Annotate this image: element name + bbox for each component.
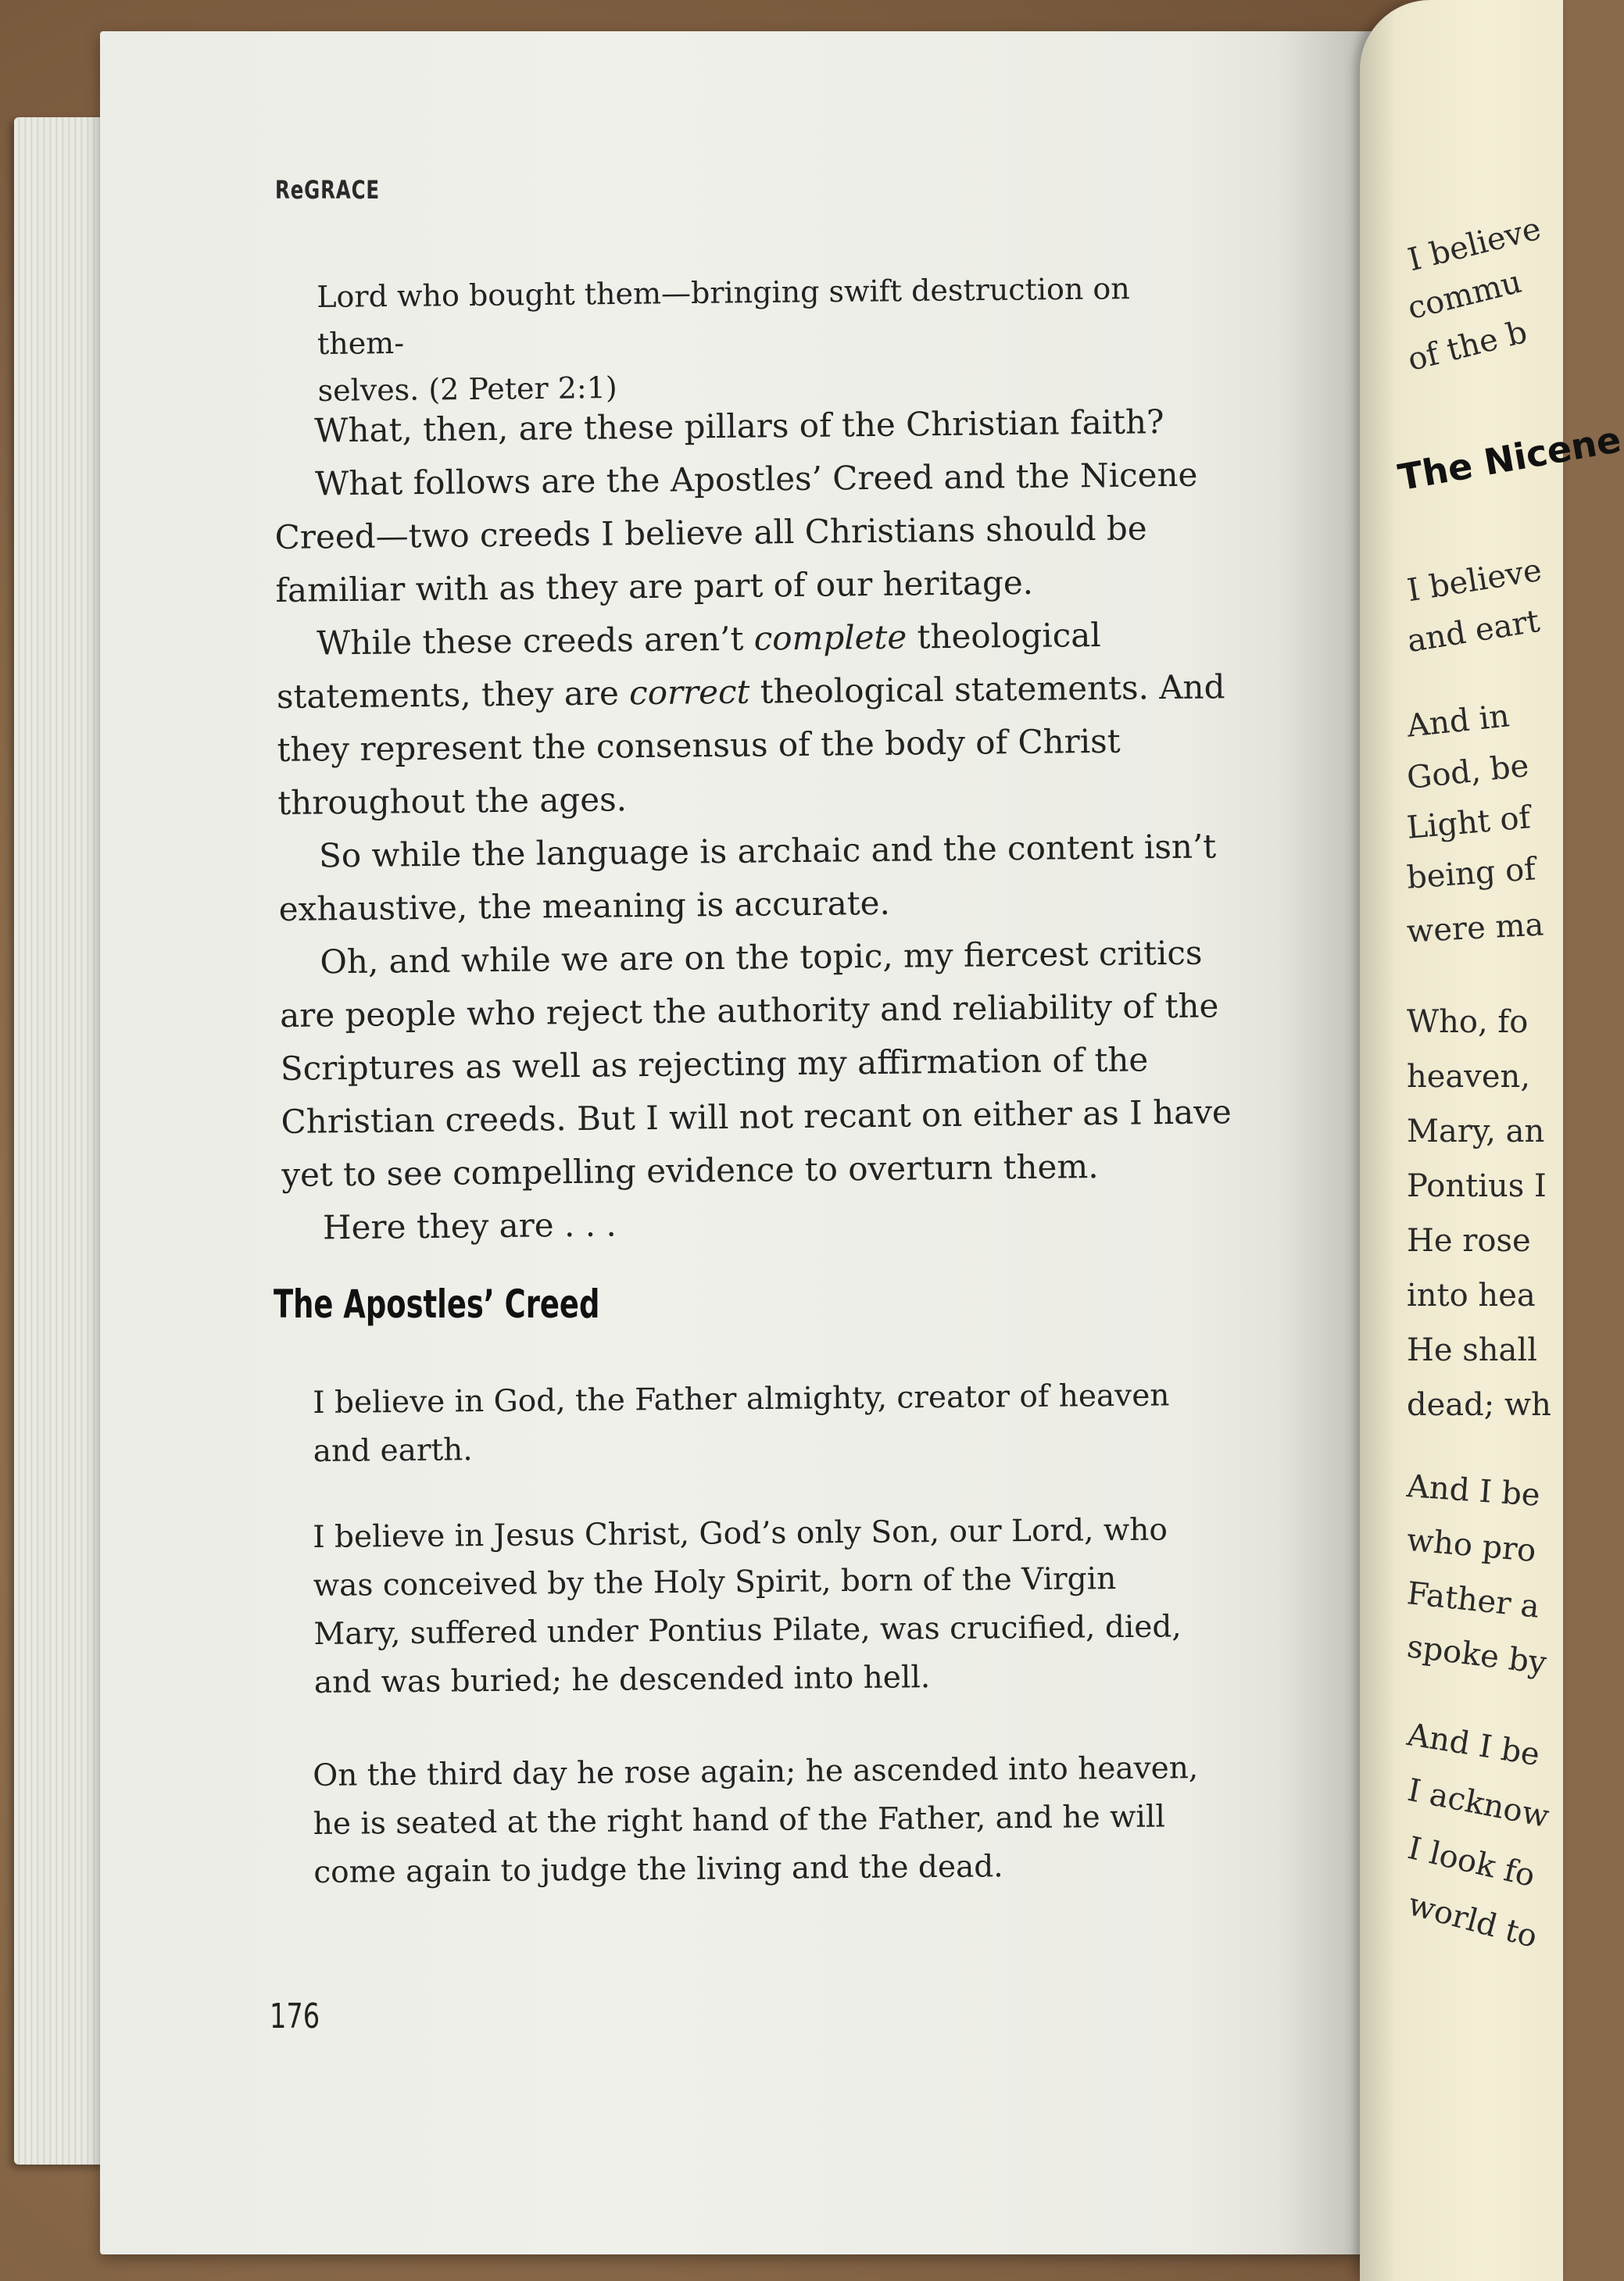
right-page-line: Who, fo (1407, 1004, 1529, 1040)
creed-paragraph (313, 1744, 1213, 1897)
quote-line: selves. (2 Peter 2:1) (317, 370, 617, 408)
creed-text: I believe in God, the Father almighty, creator of heaven and earth. (313, 1378, 1170, 1469)
right-page-line: and eart (1404, 602, 1543, 660)
right-page-line: heaven, (1407, 1059, 1531, 1095)
block-quote (317, 264, 1201, 414)
right-page-line: commu (1404, 263, 1526, 327)
right-page-line: And in (1404, 698, 1511, 745)
emphasis-complete: complete (753, 617, 907, 658)
right-page-heading: The Nicene (1395, 417, 1624, 499)
right-page-line: Father a (1405, 1575, 1542, 1625)
right-page-line: Pontius I (1407, 1168, 1547, 1204)
text-run: theological statements, they are (276, 615, 1101, 716)
paragraph: Here they are . . . (322, 1205, 617, 1247)
running-head: ReGRACE (275, 175, 380, 205)
emphasis-correct: correct (628, 672, 750, 713)
right-page-line: And I be (1404, 1716, 1543, 1774)
body-text (274, 395, 1251, 1255)
right-page-line: world to (1404, 1886, 1541, 1956)
paragraph: What, then, are these pillars of the Christian faith? (314, 402, 1164, 450)
right-page (1360, 0, 1624, 2281)
text-run: While these creeds aren’t (316, 619, 754, 663)
right-page-line: were ma (1405, 906, 1545, 950)
page-edges (14, 117, 108, 2165)
paragraph-with-emphasis (276, 607, 1247, 830)
text-run: theological statements. And they represent the consensus of the body of Christ throughout the ages. (277, 667, 1225, 822)
right-page-line: He rose (1407, 1223, 1531, 1259)
right-page-line: being of (1405, 851, 1537, 896)
paragraph: Oh, and while we are on the topic, my fiercest critics are people who reject the authority and reliability of the Scriptures as well as rejecting my affirmation of the Christian creeds. But I will not recant on either as I have yet to see compelling evidence to overturn them. (279, 933, 1232, 1194)
right-page-line: Light of (1405, 799, 1533, 846)
right-page-line: dead; wh (1407, 1387, 1551, 1423)
creed-paragraph (313, 1506, 1213, 1707)
right-page-line: I look fo (1404, 1829, 1539, 1895)
creed-text: On the third day he rose again; he ascended into heaven, he is seated at the right hand of the Father, and he will come again to judge the living and the dead. (313, 1750, 1199, 1890)
right-page-line: of the b (1404, 313, 1531, 379)
section-heading: The Apostles’ Creed (274, 1282, 600, 1327)
right-page-line: Mary, an (1407, 1114, 1545, 1149)
right-page-line: He shall (1407, 1332, 1537, 1368)
page-number: 176 (270, 1997, 320, 2036)
paragraph: So while the language is archaic and the content isn’t exhaustive, the meaning is accurate. (278, 827, 1217, 928)
right-page-line: I believe (1404, 552, 1544, 610)
quote-line: Lord who bought them—bringing swift destruction on them- (317, 271, 1131, 361)
right-page-line: into hea (1407, 1278, 1536, 1314)
right-page-line: And I be (1405, 1468, 1542, 1514)
right-page-line: spoke by (1404, 1629, 1549, 1682)
right-page-line: I believe (1404, 210, 1545, 279)
creed-text: I believe in Jesus Christ, God’s only Son, our Lord, who was conceived by the Holy Spirit, born of the Virgin Mary, suffered under Pontius Pilate, was crucified, died, and was buried; he descended into hell. (313, 1512, 1182, 1700)
paragraph: What follows are the Apostles’ Creed and the Nicene Creed—two creeds I believe all Christians should be familiar with as they are part of our heritage. (274, 455, 1198, 610)
right-page-line: God, be (1405, 747, 1531, 797)
right-page-line: who pro (1405, 1521, 1538, 1570)
creed-paragraph (313, 1371, 1212, 1476)
right-page-line: I acknow (1404, 1772, 1552, 1836)
